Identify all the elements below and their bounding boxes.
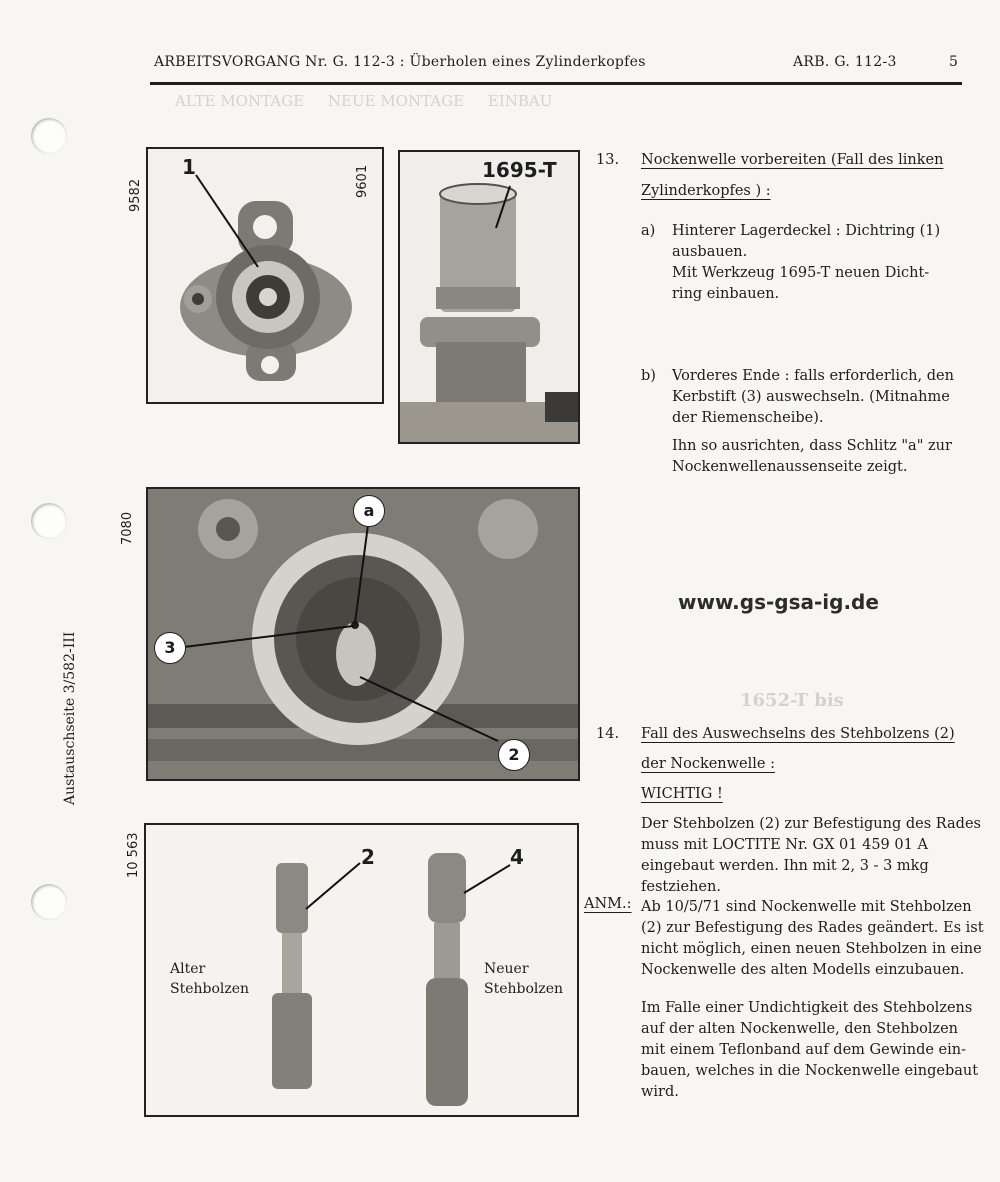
show-through-text: ALTE MONTAGE NEUE MONTAGE EINBAU (175, 92, 553, 110)
callout-old-stud: 2 (361, 845, 375, 869)
leak-line-1: Im Falle einer Undichtigkeit des Stehbolzens (641, 1000, 973, 1016)
photo-tool-1695t (398, 150, 580, 444)
old-stud-label-1: Alter (170, 961, 206, 977)
photo-camshaft-end (146, 487, 580, 781)
photo-ref-9601: 9601 (355, 164, 370, 198)
header-title: ARBEITSVORGANG Nr. G. 112-3 : Überholen eines Zylinderkopfes (154, 54, 646, 70)
new-stud-label-2: Stehbolzen (484, 981, 564, 997)
header-ref: ARB. G. 112-3 (793, 54, 897, 70)
photo-ref-7080: 7080 (120, 511, 135, 545)
important-line-1: Der Stehbolzen (2) zur Befestigung des Rades (641, 816, 981, 832)
photo-camshaft-seal (146, 147, 384, 404)
important-line-3: eingebaut werden. Ihn mit 2, 3 - 3 mkg (641, 858, 929, 874)
step-13a-line-3: Mit Werkzeug 1695-T neuen Dicht- (672, 265, 930, 281)
note-line-3: nicht möglich, einen neuen Stehbolzen in eine (641, 941, 982, 957)
step-13a-line-1: Hinterer Lagerdeckel : Dichtring (1) (672, 223, 941, 239)
step-13-title-2: Zylinderkopfes ) : (641, 183, 771, 199)
step-13a-line-4: ring einbauen. (672, 286, 780, 302)
note-line-1: Ab 10/5/71 sind Nockenwelle mit Stehbolzen (641, 899, 972, 915)
punch-hole (31, 118, 67, 154)
punch-hole (31, 503, 67, 539)
photo-ref-10563: 10 563 (126, 832, 141, 878)
callout-1: 1 (182, 155, 196, 179)
step-13b-line-2: Kerbstift (3) auswechseln. (Mitnahme (672, 389, 950, 405)
step-13a-line-2: ausbauen. (672, 244, 748, 260)
step-13-number: 13. (596, 152, 620, 168)
leak-line-4: bauen, welches in die Nockenwelle eingebaut (641, 1063, 979, 1079)
leak-line-5: wird. (641, 1084, 679, 1100)
step-13b-label: b) (641, 368, 656, 384)
photo-studs (144, 823, 579, 1117)
callout-a: a (353, 495, 385, 527)
page-number: 5 (949, 54, 959, 70)
leak-line-3: mit einem Teflonband auf dem Gewinde ein- (641, 1042, 967, 1058)
callout-3: 3 (154, 632, 186, 664)
step-14-number: 14. (596, 726, 620, 742)
step-14-title-1: Fall des Auswechselns des Stehbolzens (2) (641, 726, 955, 742)
cylinder-head-illustration (148, 489, 578, 779)
important-heading: WICHTIG ! (641, 786, 723, 802)
important-line-2: muss mit LOCTITE Nr. GX 01 459 01 A (641, 837, 928, 853)
bearing-cover-illustration (148, 149, 382, 402)
step-14-title-2: der Nockenwelle : (641, 756, 775, 772)
step-13b-line-1: Vorderes Ende : falls erforderlich, den (672, 368, 954, 384)
step-13b-extra-1: Ihn so ausrichten, dass Schlitz "a" zur (672, 438, 952, 454)
tool-label: 1695-T (482, 158, 557, 182)
step-13b-line-3: der Riemenscheibe). (672, 410, 824, 426)
page-header (150, 54, 962, 85)
important-line-4: festziehen. (641, 879, 721, 895)
note-line-2: (2) zur Befestigung des Rades geändert. Es ist (641, 920, 984, 936)
step-13b-extra-2: Nockenwellenaussenseite zeigt. (672, 459, 908, 475)
margin-side-label: Austauschseite 3/582-III (62, 631, 78, 805)
note-label: ANM.: (584, 896, 632, 912)
step-13-title-1: Nockenwelle vorbereiten (Fall des linken (641, 152, 944, 168)
callout-new-stud: 4 (510, 845, 524, 869)
new-stud-label-1: Neuer (484, 961, 529, 977)
leak-line-2: auf der alten Nockenwelle, den Stehbolzen (641, 1021, 959, 1037)
old-stud-label-2: Stehbolzen (170, 981, 250, 997)
watermark-url: www.gs-gsa-ig.de (678, 590, 879, 614)
tool-illustration (400, 152, 578, 442)
step-13a-label: a) (641, 223, 656, 239)
note-line-4: Nockenwelle des alten Modells einzubauen. (641, 962, 965, 978)
show-through-text: 1652-T bis (740, 690, 844, 711)
photo-ref-9582: 9582 (128, 178, 143, 212)
punch-hole (31, 884, 67, 920)
callout-2: 2 (498, 739, 530, 771)
